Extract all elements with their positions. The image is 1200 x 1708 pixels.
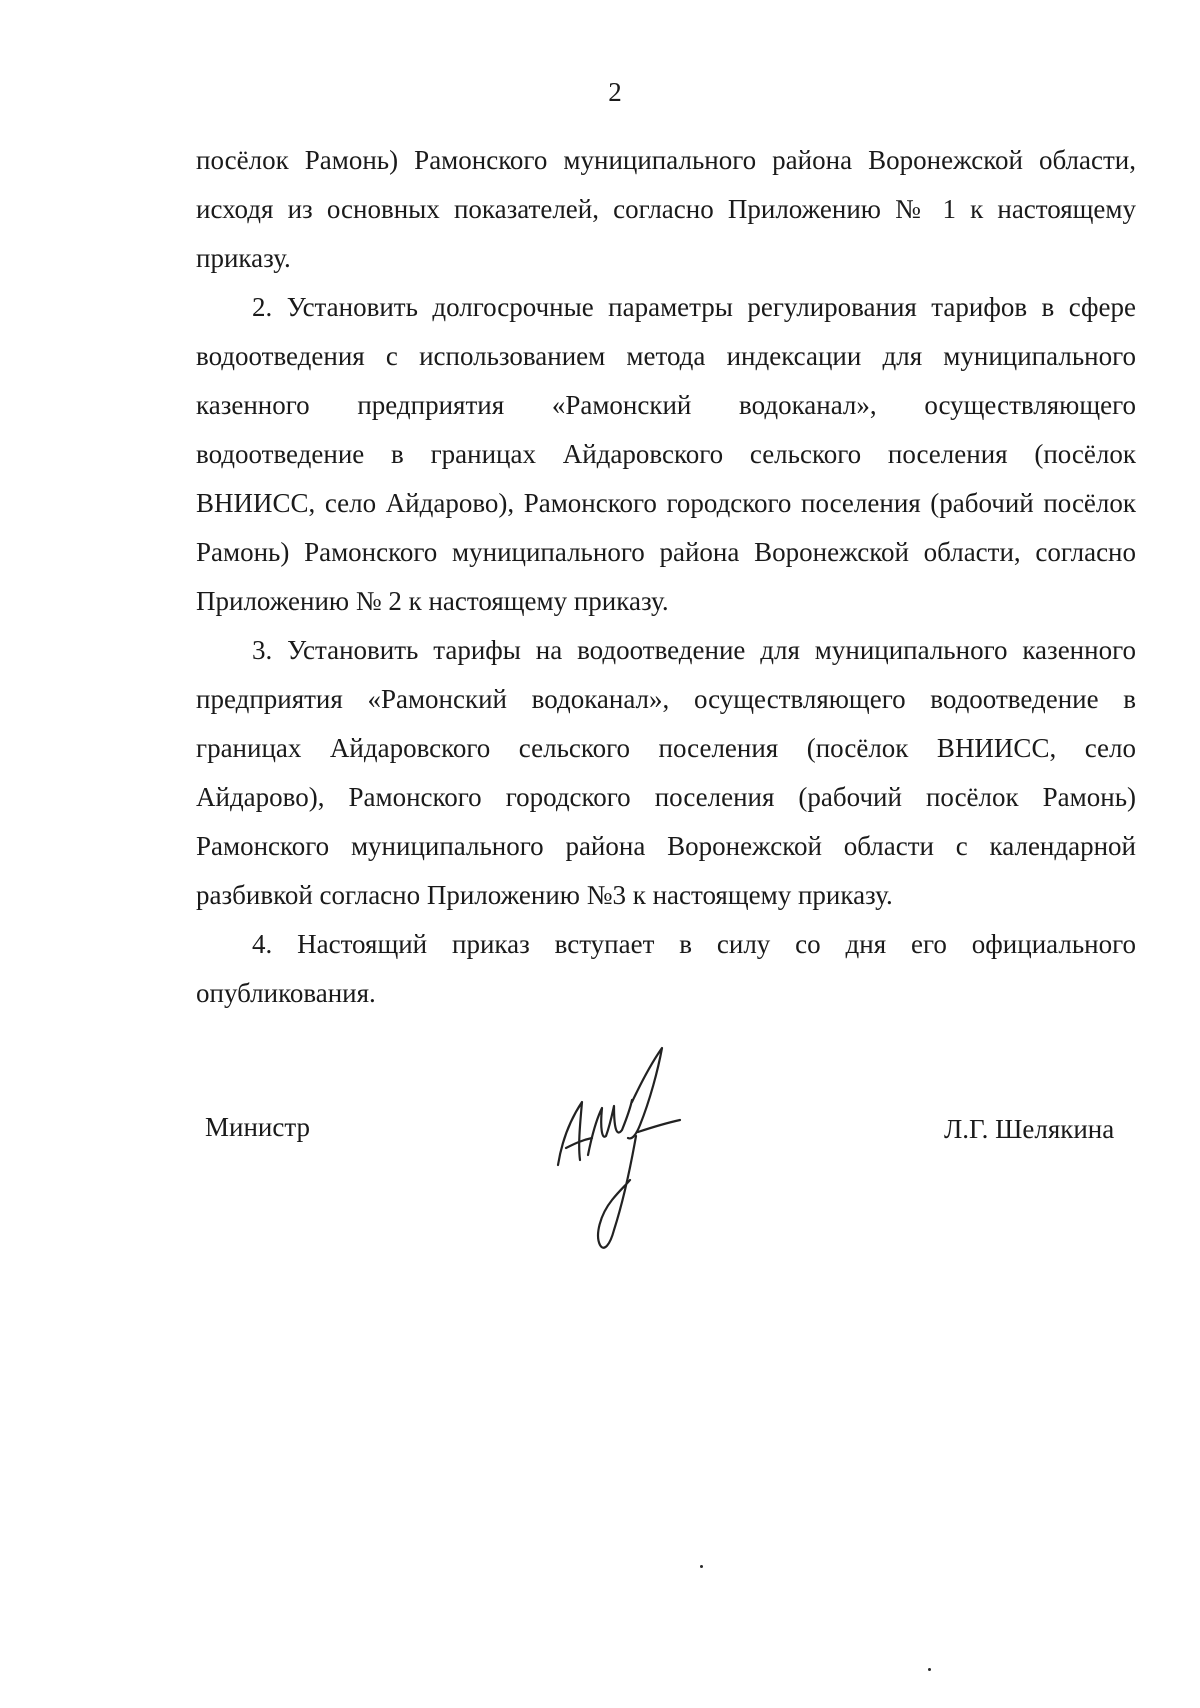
page-number: 2 (608, 77, 622, 107)
scan-speck (928, 1668, 931, 1671)
handwritten-signature (540, 1040, 710, 1265)
scan-speck (700, 1565, 703, 1568)
signer-position: Министр (205, 1112, 310, 1142)
paragraph-item-3: 3. Установить тарифы на водоотведение для муниципального казенного предприятия «Рамонский водоканал», осуществляющего водоотведение в границах Айдаровского сельского поселения (посёлок ВНИИСС, село Айдарово), Рамонского городского поселения (рабочий посёлок Рамонь) Рамонского муниципального района Воронежской области с календарной разбивкой согласно Приложению №3 к настоящему приказу. (196, 635, 1136, 910)
signer-name: Л.Г. Шелякина (944, 1114, 1115, 1144)
paragraph-continuation: посёлок Рамонь) Рамонского муниципального района Воронежской области, исходя из основных показателей, согласно Приложению № 1 к настоящему приказу. (196, 145, 1136, 273)
paragraph-item-4: 4. Настоящий приказ вступает в силу со дня его официального опубликования. (196, 929, 1136, 1008)
paragraph-item-2: 2. Установить долгосрочные параметры регулирования тарифов в сфере водоотведения с использованием метода индексации для муниципального казенного предприятия «Рамонский водоканал», осуществляющего водоотведение в границах Айдаровского сельского поселения (посёлок ВНИИСС, село Айдарово), Рамонского городского поселения (рабочий посёлок Рамонь) Рамонского муниципального района Воронежской области, согласно Приложению № 2 к настоящему приказу. (196, 292, 1136, 616)
